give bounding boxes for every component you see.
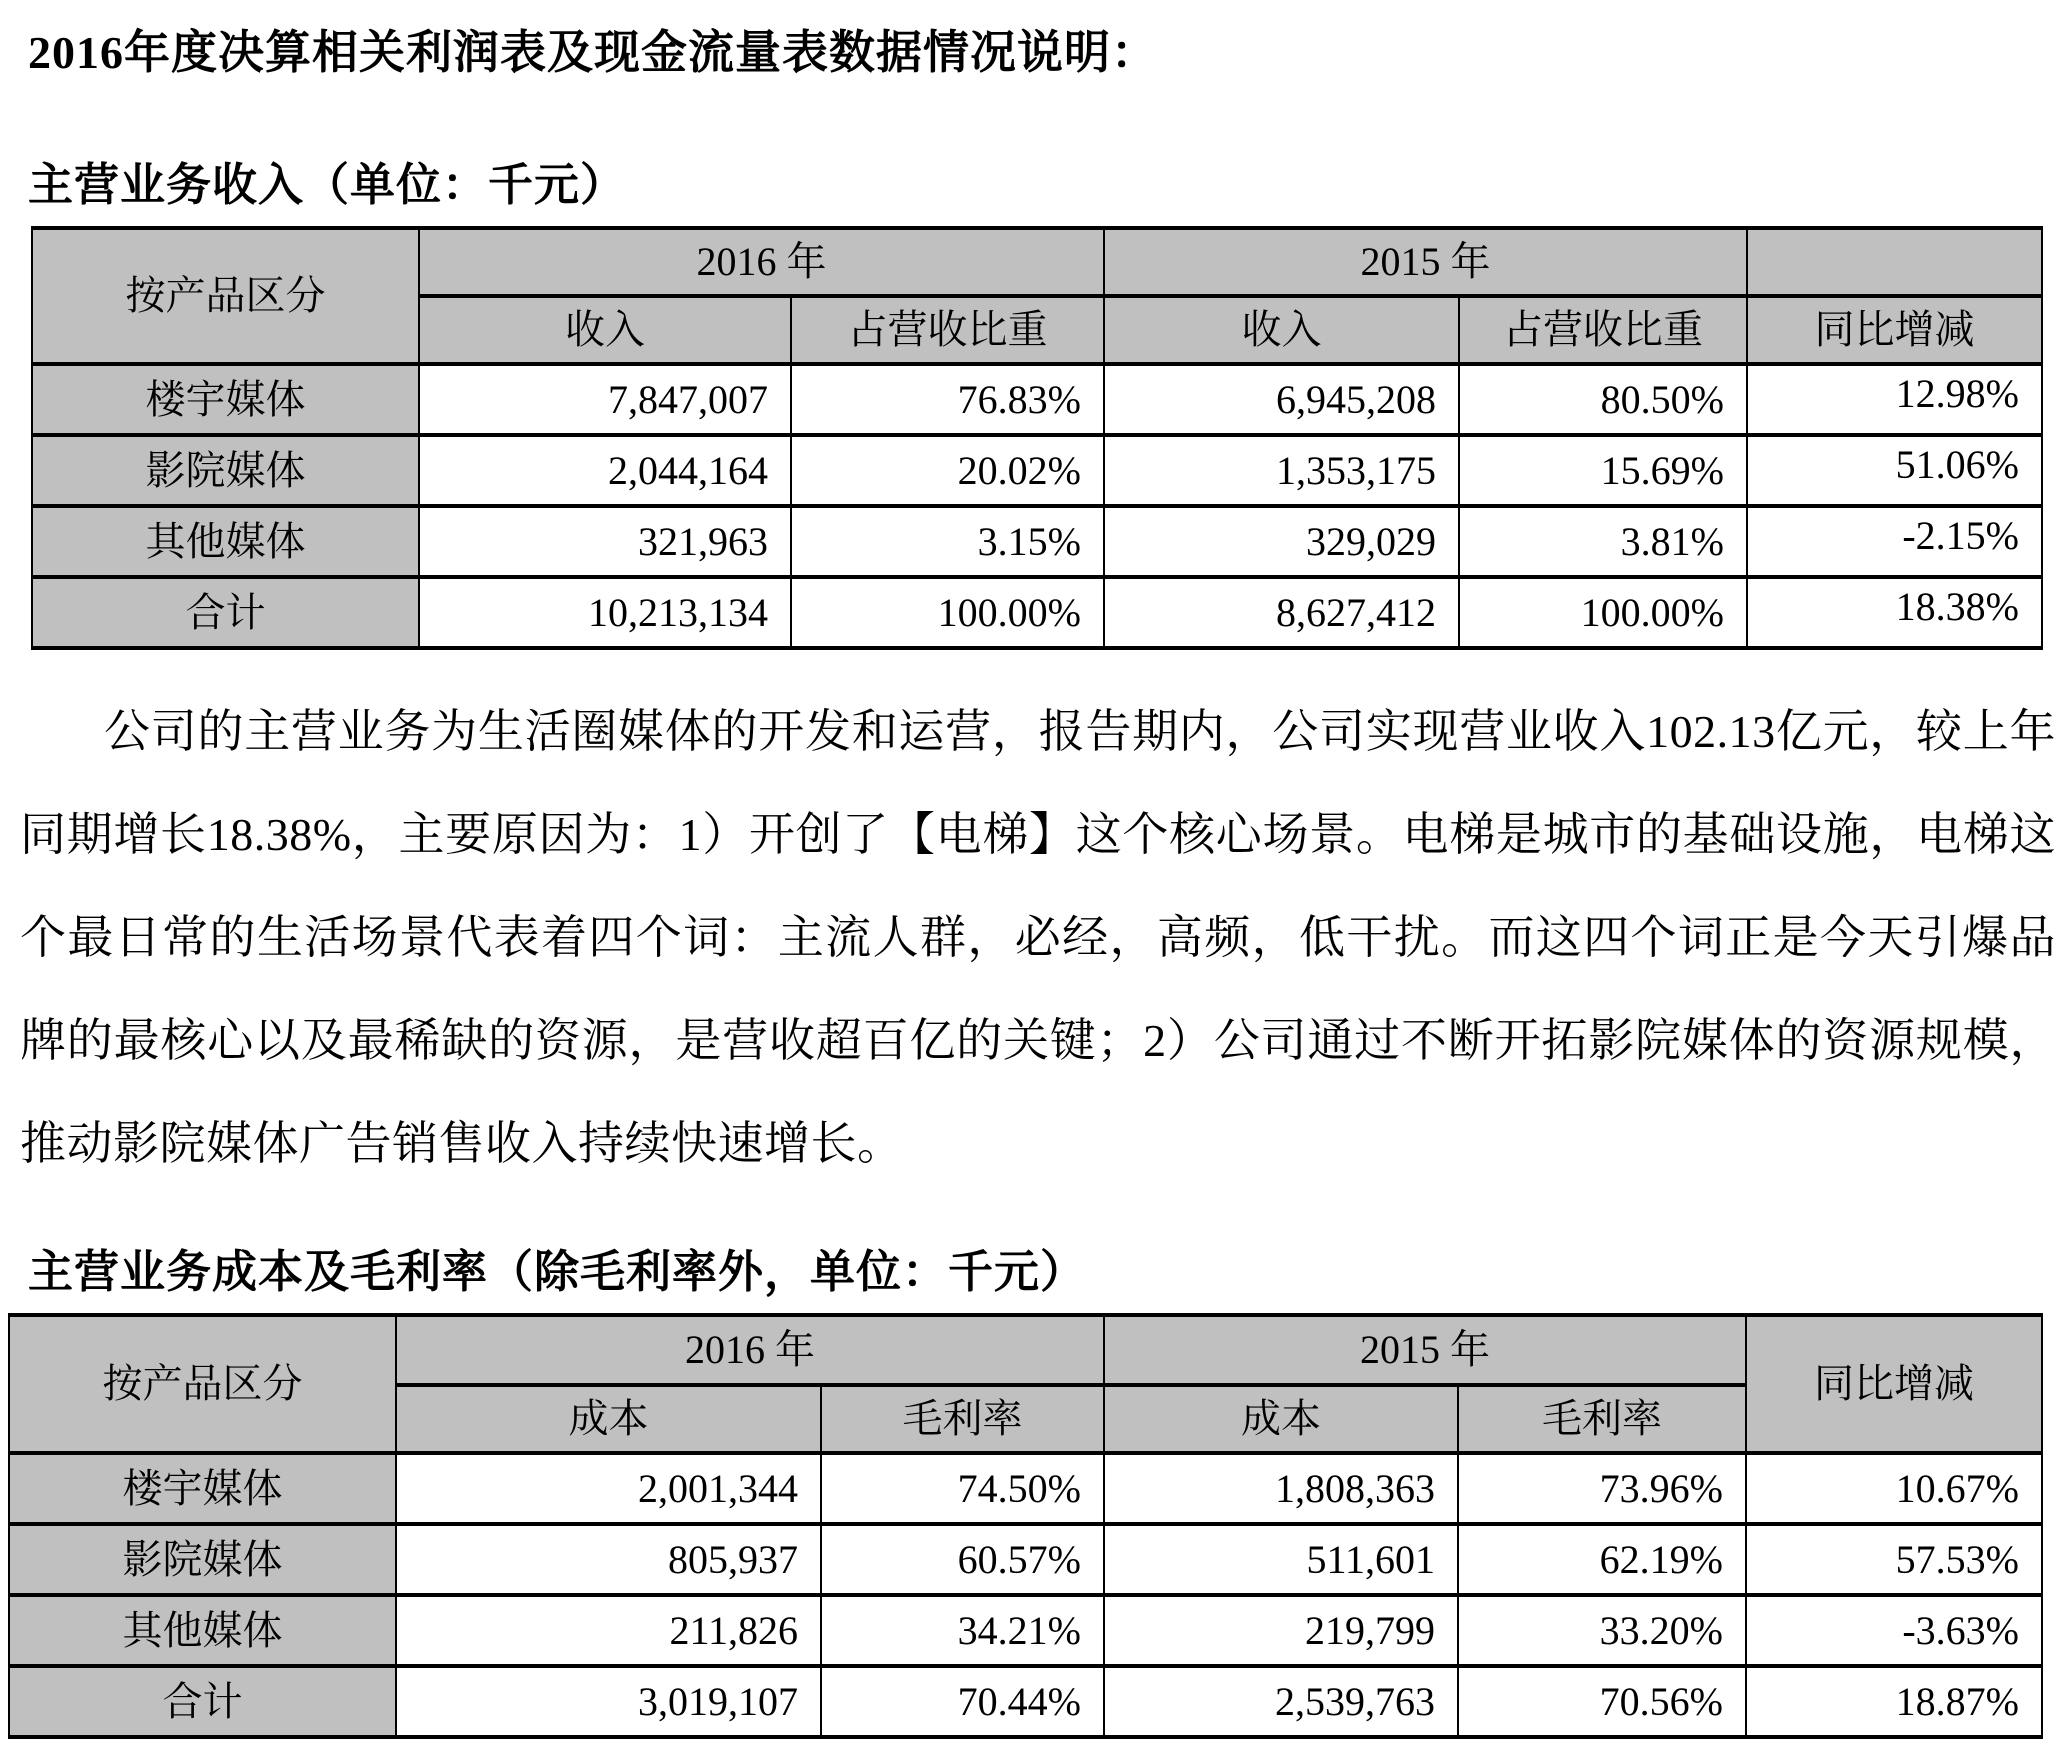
table-cell: 3.81% bbox=[1459, 506, 1747, 577]
table-cell: 7,847,007 bbox=[419, 364, 791, 435]
table-cell: 329,029 bbox=[1104, 506, 1459, 577]
table-cell: 100.00% bbox=[1459, 577, 1747, 648]
table-cell-yoy: 18.38% bbox=[1747, 577, 2042, 648]
table-cell-yoy: 57.53% bbox=[1746, 1524, 2042, 1595]
col-header-income-2016: 收入 bbox=[419, 296, 791, 364]
col-group-header-2016: 2016 年 bbox=[396, 1315, 1104, 1385]
col-group-header-2016: 2016 年 bbox=[419, 228, 1104, 296]
table-cell: 80.50% bbox=[1459, 364, 1747, 435]
col-header-yoy: 同比增减 bbox=[1747, 296, 2042, 364]
cost-table-header-row-years bbox=[9, 1315, 2042, 1385]
table-cell: 20.02% bbox=[791, 435, 1104, 506]
table-cell: 15.69% bbox=[1459, 435, 1747, 506]
row-label: 楼宇媒体 bbox=[9, 1453, 396, 1524]
col-header-share-2016: 占营收比重 bbox=[791, 296, 1104, 364]
table-cell: 211,826 bbox=[396, 1595, 821, 1666]
table-cell: 73.96% bbox=[1458, 1453, 1746, 1524]
table-cell: 100.00% bbox=[791, 577, 1104, 648]
section-heading-cost-margin: 主营业务成本及毛利率（除毛利率外，单位：千元） bbox=[28, 1247, 1087, 1297]
row-label-total: 合计 bbox=[9, 1666, 396, 1737]
col-header-income-2015: 收入 bbox=[1104, 296, 1459, 364]
col-header-margin-2016: 毛利率 bbox=[821, 1385, 1104, 1453]
cost-table bbox=[8, 1313, 2043, 1739]
table-cell: 6,945,208 bbox=[1104, 364, 1459, 435]
table-cell-yoy: 18.87% bbox=[1746, 1666, 2042, 1737]
table-cell: 3.15% bbox=[791, 506, 1104, 577]
col-header-product-category: 按产品区分 bbox=[9, 1315, 396, 1453]
col-header-share-2015: 占营收比重 bbox=[1459, 296, 1747, 364]
table-cell: 511,601 bbox=[1104, 1524, 1458, 1595]
table-cell-yoy: -2.15% bbox=[1747, 506, 2042, 577]
table-cell: 2,044,164 bbox=[419, 435, 791, 506]
row-label: 影院媒体 bbox=[32, 435, 419, 506]
table-cell: 76.83% bbox=[791, 364, 1104, 435]
revenue-table-header-row-years bbox=[32, 228, 2042, 296]
table-cell: 34.21% bbox=[821, 1595, 1104, 1666]
table-cell-yoy: 12.98% bbox=[1747, 364, 2042, 435]
table-row-total bbox=[32, 577, 2042, 648]
table-row bbox=[9, 1524, 2042, 1595]
table-row bbox=[32, 364, 2042, 435]
table-row bbox=[32, 435, 2042, 506]
table-cell: 60.57% bbox=[821, 1524, 1104, 1595]
section-heading-revenue: 主营业务收入（单位：千元） bbox=[28, 160, 627, 210]
body-paragraph: 公司的主营业务为生活圈媒体的开发和运营，报告期内，公司实现营业收入102.13亿元，较上年同期增长18.38%，主要原因为：1）开创了【电梯】这个核心场景。电梯是城市的基础设施，电梯这个最日常的生活场景代表着四个词：主流人群，必经，高频，低干扰。而这四个词正是今天引爆品牌的最核心以及最稀缺的资源，是营收超百亿的关键；2）公司通过不断开拓影院媒体的资源规模，推动影院媒体广告销售收入持续快速增长。 bbox=[20, 706, 2056, 1169]
table-cell: 2,539,763 bbox=[1104, 1666, 1458, 1737]
row-label-total: 合计 bbox=[32, 577, 419, 648]
col-header-empty-corner bbox=[1747, 228, 2042, 296]
table-cell: 3,019,107 bbox=[396, 1666, 821, 1737]
table-cell: 219,799 bbox=[1104, 1595, 1458, 1666]
table-cell: 2,001,344 bbox=[396, 1453, 821, 1524]
table-row-total bbox=[9, 1666, 2042, 1737]
table-cell-yoy: 51.06% bbox=[1747, 435, 2042, 506]
col-header-margin-2015: 毛利率 bbox=[1458, 1385, 1746, 1453]
row-label: 其他媒体 bbox=[9, 1595, 396, 1666]
table-row bbox=[9, 1453, 2042, 1524]
table-cell: 70.44% bbox=[821, 1666, 1104, 1737]
table-cell: 8,627,412 bbox=[1104, 577, 1459, 648]
table-cell-yoy: 10.67% bbox=[1746, 1453, 2042, 1524]
table-cell: 805,937 bbox=[396, 1524, 821, 1595]
col-group-header-2015: 2015 年 bbox=[1104, 1315, 1746, 1385]
table-cell: 74.50% bbox=[821, 1453, 1104, 1524]
row-label: 楼宇媒体 bbox=[32, 364, 419, 435]
revenue-table bbox=[31, 226, 2043, 650]
col-header-cost-2016: 成本 bbox=[396, 1385, 821, 1453]
table-cell: 1,353,175 bbox=[1104, 435, 1459, 506]
row-label: 影院媒体 bbox=[9, 1524, 396, 1595]
table-cell: 33.20% bbox=[1458, 1595, 1746, 1666]
table-row bbox=[9, 1595, 2042, 1666]
doc-title: 2016年度决算相关利润表及现金流量表数据情况说明： bbox=[28, 27, 1158, 78]
col-header-product-category: 按产品区分 bbox=[32, 228, 419, 364]
row-label: 其他媒体 bbox=[32, 506, 419, 577]
table-cell: 1,808,363 bbox=[1104, 1453, 1458, 1524]
col-header-yoy: 同比增减 bbox=[1746, 1315, 2042, 1453]
table-cell: 10,213,134 bbox=[419, 577, 791, 648]
col-group-header-2015: 2015 年 bbox=[1104, 228, 1747, 296]
table-cell: 70.56% bbox=[1458, 1666, 1746, 1737]
table-cell: 321,963 bbox=[419, 506, 791, 577]
col-header-cost-2015: 成本 bbox=[1104, 1385, 1458, 1453]
table-cell: 62.19% bbox=[1458, 1524, 1746, 1595]
table-row bbox=[32, 506, 2042, 577]
table-cell-yoy: -3.63% bbox=[1746, 1595, 2042, 1666]
